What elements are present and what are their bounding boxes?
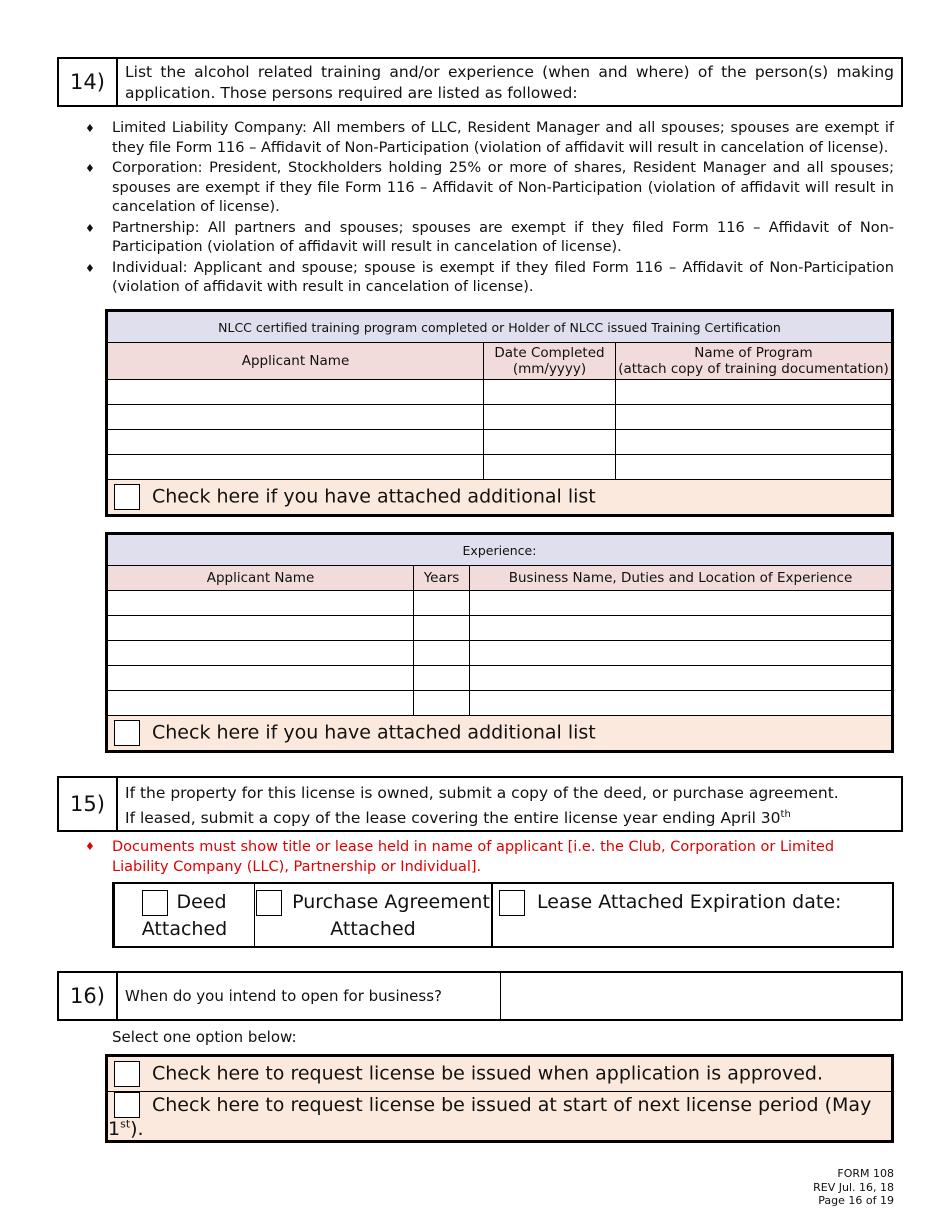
training-additional-list-checkbox[interactable]	[114, 484, 140, 510]
business-input[interactable]	[470, 641, 892, 666]
table-row	[108, 380, 892, 405]
table-row	[108, 591, 892, 616]
q15-line1: If the property for this license is owned, submit a copy of the deed, or purchase agreement.	[125, 784, 839, 802]
table-row	[108, 641, 892, 666]
training-additional-list-row	[108, 480, 892, 515]
years-input[interactable]	[414, 666, 470, 691]
program-name-input[interactable]	[616, 405, 892, 430]
business-input[interactable]	[470, 666, 892, 691]
page-footer	[813, 1167, 894, 1208]
deed-attached-option[interactable]: Deed Attached	[115, 884, 255, 946]
bullet-diamond-icon: ♦	[85, 261, 95, 275]
date-completed-input[interactable]	[484, 380, 616, 405]
col-applicant-name: Applicant Name	[108, 566, 414, 591]
deed-attached-checkbox[interactable]	[142, 890, 168, 916]
years-input[interactable]	[414, 691, 470, 716]
footer-page: Page 16 of 19	[818, 1194, 894, 1207]
q15-box	[57, 776, 903, 832]
q14-text: List the alcohol related training and/or experience (when and where) of the person(s) making application. Those persons required are listed as followed:	[125, 63, 894, 102]
bullet-diamond-icon: ♦	[85, 221, 95, 235]
experience-table	[105, 532, 894, 753]
table-row	[108, 455, 892, 480]
experience-table-title: Experience:	[108, 535, 892, 566]
q14-box	[57, 57, 903, 107]
business-input[interactable]	[470, 691, 892, 716]
applicant-name-input[interactable]	[108, 616, 414, 641]
bullet-corporation: ♦ Corporation: President, Stockholders holding 25% or more of shares, Resident Manager and all spouses; spouses are exempt if they file Form 116 – Affidavit of Non-Participation (violation of affidavit will result in cancelation of license).	[85, 160, 894, 215]
bullet-diamond-icon: ♦	[85, 840, 95, 853]
option-issue-next-period-row	[108, 1092, 892, 1141]
years-input[interactable]	[414, 616, 470, 641]
program-name-input[interactable]	[616, 430, 892, 455]
q16-options-table	[105, 1054, 894, 1143]
experience-additional-list-row	[108, 716, 892, 751]
q16-open-date-input[interactable]	[501, 973, 901, 1019]
q15-note: ♦ Documents must show title or lease held in name of applicant [i.e. the Club, Corporation or Limited Liability Company (LLC), Partnership or Individual].	[85, 839, 835, 875]
purchase-agreement-option[interactable]: Purchase Agreement Attached	[255, 884, 493, 946]
business-input[interactable]	[470, 591, 892, 616]
bullet-diamond-icon: ♦	[85, 162, 95, 175]
program-name-input[interactable]	[616, 380, 892, 405]
table-row	[108, 405, 892, 430]
applicant-name-input[interactable]	[108, 691, 414, 716]
lease-attached-checkbox[interactable]	[499, 890, 525, 916]
program-name-input[interactable]	[616, 455, 892, 480]
col-applicant-name: Applicant Name	[108, 343, 484, 380]
lease-attached-option[interactable]: Lease Attached Expiration date:	[493, 884, 892, 946]
table-row	[108, 616, 892, 641]
col-date-completed: Date Completed (mm/yyyy)	[484, 343, 616, 380]
table-row	[108, 430, 892, 455]
issue-when-approved-checkbox[interactable]	[114, 1061, 140, 1087]
q15-text	[118, 778, 901, 830]
years-input[interactable]	[414, 591, 470, 616]
issue-next-period-label: Check here to request license be issued at start of next license period (May 1st).	[108, 1093, 872, 1141]
footer-form: FORM 108	[837, 1167, 894, 1180]
footer-rev: REV Jul. 16, 18	[813, 1180, 894, 1194]
q14-bullet-list	[85, 119, 894, 299]
q16-box	[57, 971, 903, 1021]
col-name-of-program: Name of Program (attach copy of training documentation)	[616, 343, 892, 380]
q15-line2: If leased, submit a copy of the lease covering the entire license year ending April 30th	[125, 809, 791, 828]
date-completed-input[interactable]	[484, 405, 616, 430]
col-business-duties-location: Business Name, Duties and Location of Experience	[470, 566, 892, 591]
q14-number: 14)	[59, 59, 118, 105]
applicant-name-input[interactable]	[108, 455, 484, 480]
applicant-name-input[interactable]	[108, 380, 484, 405]
q15-options-box	[112, 882, 894, 948]
bullet-diamond-icon: ♦	[85, 122, 95, 135]
issue-when-approved-label: Check here to request license be issued when application is approved.	[152, 1062, 824, 1085]
q15-number: 15)	[59, 778, 118, 830]
bullet-individual: ♦ Individual: Applicant and spouse; spouse is exempt if they filed Form 116 – Affidavit of Non-Participation (violation of affidavit with result in cancelation of license).	[85, 259, 894, 295]
applicant-name-input[interactable]	[108, 591, 414, 616]
years-input[interactable]	[414, 641, 470, 666]
training-additional-list-label: Check here if you have attached additional list	[152, 485, 596, 508]
q16-number: 16)	[59, 973, 118, 1019]
training-table-title: NLCC certified training program completed or Holder of NLCC issued Training Certification	[108, 312, 892, 343]
applicant-name-input[interactable]	[108, 405, 484, 430]
business-input[interactable]	[470, 616, 892, 641]
table-row	[108, 691, 892, 716]
option-issue-when-approved-row	[108, 1057, 892, 1092]
table-row	[108, 666, 892, 691]
training-table	[105, 309, 894, 517]
applicant-name-input[interactable]	[108, 641, 414, 666]
col-years: Years	[414, 566, 470, 591]
applicant-name-input[interactable]	[108, 430, 484, 455]
experience-additional-list-label: Check here if you have attached additional list	[152, 721, 596, 744]
experience-additional-list-checkbox[interactable]	[114, 720, 140, 746]
purchase-agreement-checkbox[interactable]	[256, 890, 282, 916]
q16-question: When do you intend to open for business?	[118, 973, 501, 1019]
bullet-partnership: ♦ Partnership: All partners and spouses; spouses are exempt if they filed Form 116 – Affidavit of Non-Participation (violation of affidavit will result in cancelation of license).	[85, 219, 894, 255]
date-completed-input[interactable]	[484, 430, 616, 455]
q16-select-label: Select one option below:	[112, 1028, 297, 1046]
date-completed-input[interactable]	[484, 455, 616, 480]
applicant-name-input[interactable]	[108, 666, 414, 691]
bullet-llc: ♦ Limited Liability Company: All members of LLC, Resident Manager and all spouses; spouses are exempt if they file Form 116 – Affidavit of Non-Participation (violation of affidavit will result in cancelation of license).	[85, 120, 894, 156]
issue-next-period-checkbox[interactable]	[114, 1092, 140, 1118]
